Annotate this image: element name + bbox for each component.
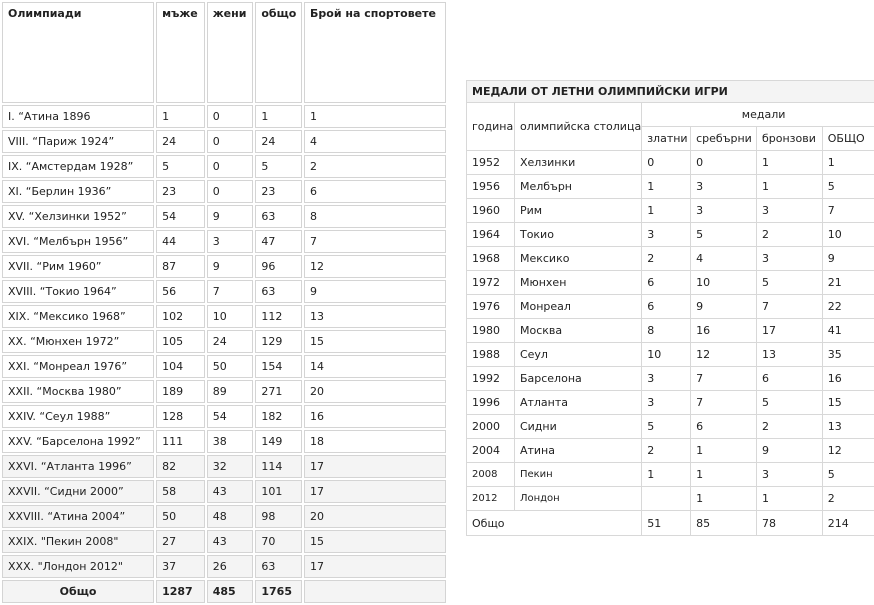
gold-count: 2 <box>642 247 691 271</box>
medal-total: 9 <box>823 247 874 271</box>
gold-count: 10 <box>642 343 691 367</box>
total-count: 63 <box>255 205 302 228</box>
total-count: 63 <box>255 280 302 303</box>
olympiad-name: XXVIII. “Атина 2004” <box>2 505 154 528</box>
medal-city: Пекин <box>515 463 642 487</box>
medals-table-title: МЕДАЛИ ОТ ЛЕТНИ ОЛИМПИЙСКИ ИГРИ <box>467 81 874 103</box>
men-count: 24 <box>156 130 205 153</box>
bronze-count: 6 <box>757 367 823 391</box>
header-women: жени <box>207 2 254 103</box>
olympiad-name: XXX. "Лондон 2012" <box>2 555 154 578</box>
medals-header-row <box>467 103 874 127</box>
silver-count: 3 <box>691 199 757 223</box>
gold-count: 2 <box>642 439 691 463</box>
medal-total: 13 <box>823 415 874 439</box>
table-row <box>467 367 874 391</box>
table-row <box>2 280 446 303</box>
bronze-count: 2 <box>757 223 823 247</box>
table-row <box>2 355 446 378</box>
header-men: мъже <box>156 2 205 103</box>
women-count: 38 <box>207 430 254 453</box>
total-count: 271 <box>255 380 302 403</box>
bronze-count: 13 <box>757 343 823 367</box>
silver-count: 7 <box>691 367 757 391</box>
table-row <box>2 180 446 203</box>
medal-total: 22 <box>823 295 874 319</box>
men-count: 44 <box>156 230 205 253</box>
olympiad-name: XXI. “Монреал 1976” <box>2 355 154 378</box>
silver-count: 1 <box>691 487 757 511</box>
sports-count: 14 <box>304 355 446 378</box>
olympiad-name: IX. “Амстердам 1928” <box>2 155 154 178</box>
olympiad-name: XX. “Мюнхен 1972” <box>2 330 154 353</box>
medal-year: 2000 <box>467 415 515 439</box>
total-count: 101 <box>255 480 302 503</box>
gold-count: 8 <box>642 319 691 343</box>
men-count: 87 <box>156 255 205 278</box>
table-row <box>2 330 446 353</box>
medal-city: Токио <box>515 223 642 247</box>
gold-count <box>642 487 691 511</box>
bronze-count: 5 <box>757 391 823 415</box>
table-row <box>467 487 874 511</box>
gold-count: 1 <box>642 463 691 487</box>
silver-count: 7 <box>691 391 757 415</box>
sports-count: 17 <box>304 555 446 578</box>
medal-city: Рим <box>515 199 642 223</box>
medal-city: Атина <box>515 439 642 463</box>
medal-total: 41 <box>823 319 874 343</box>
bronze-count: 3 <box>757 463 823 487</box>
olympiad-name: VIII. “Париж 1924” <box>2 130 154 153</box>
total-count: 63 <box>255 555 302 578</box>
medals-table <box>466 80 874 536</box>
total-count: 149 <box>255 430 302 453</box>
medal-city: Сидни <box>515 415 642 439</box>
table-row <box>2 455 446 478</box>
men-count: 56 <box>156 280 205 303</box>
sports-count: 8 <box>304 205 446 228</box>
women-count: 0 <box>207 130 254 153</box>
sports-count: 6 <box>304 180 446 203</box>
table-row <box>467 271 874 295</box>
men-count: 50 <box>156 505 205 528</box>
silver-count: 6 <box>691 415 757 439</box>
medal-year: 1952 <box>467 151 515 175</box>
total-count: 24 <box>255 130 302 153</box>
table-row <box>2 505 446 528</box>
men-count: 27 <box>156 530 205 553</box>
total-count: 129 <box>255 330 302 353</box>
table-row <box>467 223 874 247</box>
gold-count: 5 <box>642 415 691 439</box>
medal-year: 1996 <box>467 391 515 415</box>
medal-year: 2012 <box>467 487 515 511</box>
medal-city: Монреал <box>515 295 642 319</box>
gold-count: 6 <box>642 271 691 295</box>
bronze-count: 1 <box>757 487 823 511</box>
women-count: 0 <box>207 105 254 128</box>
men-count: 104 <box>156 355 205 378</box>
olympiad-name: XXVI. “Атланта 1996” <box>2 455 154 478</box>
table-row <box>467 199 874 223</box>
table-row <box>467 295 874 319</box>
men-count: 1 <box>156 105 205 128</box>
women-count: 0 <box>207 155 254 178</box>
olympiad-name: XI. “Берлин 1936” <box>2 180 154 203</box>
table-row <box>2 130 446 153</box>
women-count: 89 <box>207 380 254 403</box>
gold-count: 1 <box>642 175 691 199</box>
medals-grand-total: 214 <box>823 511 874 536</box>
men-count: 105 <box>156 330 205 353</box>
men-count: 82 <box>156 455 205 478</box>
men-total: 1287 <box>156 580 205 603</box>
total-count: 114 <box>255 455 302 478</box>
men-count: 102 <box>156 305 205 328</box>
olympiad-name: XXIV. “Сеул 1988” <box>2 405 154 428</box>
men-count: 189 <box>156 380 205 403</box>
olympiad-name: I. “Атина 1896 <box>2 105 154 128</box>
medal-year: 1980 <box>467 319 515 343</box>
men-count: 37 <box>156 555 205 578</box>
header-total: общо <box>255 2 302 103</box>
medal-city: Хелзинки <box>515 151 642 175</box>
table-row <box>2 155 446 178</box>
gold-count: 3 <box>642 367 691 391</box>
olympiad-name: XVI. “Мелбърн 1956” <box>2 230 154 253</box>
medal-year: 1964 <box>467 223 515 247</box>
medal-city: Лондон <box>515 487 642 511</box>
total-count: 96 <box>255 255 302 278</box>
grand-total: 1765 <box>255 580 302 603</box>
olympiad-name: XXVII. “Сидни 2000” <box>2 480 154 503</box>
table-row <box>467 391 874 415</box>
women-count: 26 <box>207 555 254 578</box>
medal-year: 2008 <box>467 463 515 487</box>
table-row <box>2 380 446 403</box>
bronze-count: 3 <box>757 199 823 223</box>
silver-count: 9 <box>691 295 757 319</box>
table-row <box>2 405 446 428</box>
medal-city: Мелбърн <box>515 175 642 199</box>
silver-count: 16 <box>691 319 757 343</box>
silver-total: 85 <box>691 511 757 536</box>
header-gold: златни <box>642 127 691 151</box>
table-row <box>2 205 446 228</box>
sports-total <box>304 580 446 603</box>
sports-count: 16 <box>304 405 446 428</box>
gold-count: 6 <box>642 295 691 319</box>
sports-count: 1 <box>304 105 446 128</box>
medal-total: 7 <box>823 199 874 223</box>
women-count: 50 <box>207 355 254 378</box>
silver-count: 0 <box>691 151 757 175</box>
medal-total: 15 <box>823 391 874 415</box>
medal-city: Мексико <box>515 247 642 271</box>
silver-count: 5 <box>691 223 757 247</box>
women-count: 3 <box>207 230 254 253</box>
medal-year: 1956 <box>467 175 515 199</box>
men-count: 54 <box>156 205 205 228</box>
header-sports-count: Брой на спортовете <box>304 2 446 103</box>
sports-count: 7 <box>304 230 446 253</box>
gold-count: 3 <box>642 223 691 247</box>
medal-city: Атланта <box>515 391 642 415</box>
table-row <box>2 305 446 328</box>
table-row <box>467 151 874 175</box>
women-count: 48 <box>207 505 254 528</box>
silver-count: 3 <box>691 175 757 199</box>
total-count: 182 <box>255 405 302 428</box>
medal-year: 1960 <box>467 199 515 223</box>
bronze-count: 9 <box>757 439 823 463</box>
sports-count: 13 <box>304 305 446 328</box>
table-row <box>2 230 446 253</box>
total-count: 23 <box>255 180 302 203</box>
medal-year: 1972 <box>467 271 515 295</box>
olympiad-name: XVII. “Рим 1960” <box>2 255 154 278</box>
gold-count: 3 <box>642 391 691 415</box>
bronze-count: 3 <box>757 247 823 271</box>
sports-count: 4 <box>304 130 446 153</box>
total-count: 154 <box>255 355 302 378</box>
medal-year: 1968 <box>467 247 515 271</box>
table-row <box>2 430 446 453</box>
women-count: 9 <box>207 205 254 228</box>
women-count: 10 <box>207 305 254 328</box>
women-total: 485 <box>207 580 254 603</box>
silver-count: 12 <box>691 343 757 367</box>
medal-total: 5 <box>823 463 874 487</box>
silver-count: 10 <box>691 271 757 295</box>
sports-count: 18 <box>304 430 446 453</box>
men-count: 111 <box>156 430 205 453</box>
header-medals: медали <box>642 103 874 127</box>
bronze-count: 5 <box>757 271 823 295</box>
olympiad-name: XXV. “Барселона 1992” <box>2 430 154 453</box>
table-row <box>2 255 446 278</box>
olympiad-name: XXIX. "Пекин 2008" <box>2 530 154 553</box>
sports-count: 9 <box>304 280 446 303</box>
medal-total: 21 <box>823 271 874 295</box>
olympiad-name: XXII. “Москва 1980” <box>2 380 154 403</box>
total-count: 1 <box>255 105 302 128</box>
sports-count: 12 <box>304 255 446 278</box>
sports-count: 15 <box>304 530 446 553</box>
table-row <box>2 530 446 553</box>
olympiad-name: XV. “Хелзинки 1952” <box>2 205 154 228</box>
men-count: 23 <box>156 180 205 203</box>
medals-total-row <box>467 511 874 536</box>
men-count: 128 <box>156 405 205 428</box>
header-city: олимпийска столица <box>515 103 642 151</box>
medal-year: 1988 <box>467 343 515 367</box>
gold-count: 1 <box>642 199 691 223</box>
table-row <box>467 463 874 487</box>
table-row <box>467 343 874 367</box>
table-row <box>2 555 446 578</box>
sports-count: 2 <box>304 155 446 178</box>
medal-city: Москва <box>515 319 642 343</box>
total-count: 5 <box>255 155 302 178</box>
bronze-total: 78 <box>757 511 823 536</box>
medals-title-row <box>467 81 874 103</box>
medal-total: 35 <box>823 343 874 367</box>
olympiad-name: XVIII. “Токио 1964” <box>2 280 154 303</box>
total-count: 47 <box>255 230 302 253</box>
bronze-count: 7 <box>757 295 823 319</box>
bronze-count: 2 <box>757 415 823 439</box>
women-count: 32 <box>207 455 254 478</box>
women-count: 0 <box>207 180 254 203</box>
women-count: 54 <box>207 405 254 428</box>
bronze-count: 1 <box>757 151 823 175</box>
men-count: 5 <box>156 155 205 178</box>
table-row <box>2 480 446 503</box>
gold-total: 51 <box>642 511 691 536</box>
header-year: година <box>467 103 515 151</box>
silver-count: 1 <box>691 463 757 487</box>
header-bronze: бронзови <box>757 127 823 151</box>
medals-total-label: Общо <box>467 511 642 536</box>
total-row <box>2 580 446 603</box>
total-label: Общо <box>2 580 154 603</box>
sports-count: 17 <box>304 455 446 478</box>
women-count: 43 <box>207 530 254 553</box>
women-count: 9 <box>207 255 254 278</box>
medal-city: Сеул <box>515 343 642 367</box>
bronze-count: 1 <box>757 175 823 199</box>
medal-year: 1992 <box>467 367 515 391</box>
total-count: 112 <box>255 305 302 328</box>
medal-total: 12 <box>823 439 874 463</box>
table-row <box>2 105 446 128</box>
table-row <box>467 247 874 271</box>
medal-city: Барселона <box>515 367 642 391</box>
medal-total: 2 <box>823 487 874 511</box>
women-count: 43 <box>207 480 254 503</box>
total-count: 70 <box>255 530 302 553</box>
medal-total: 10 <box>823 223 874 247</box>
medal-total: 1 <box>823 151 874 175</box>
silver-count: 4 <box>691 247 757 271</box>
medal-year: 1976 <box>467 295 515 319</box>
sports-count: 20 <box>304 380 446 403</box>
medal-total: 16 <box>823 367 874 391</box>
olympiad-name: XIX. “Мексико 1968” <box>2 305 154 328</box>
medal-total: 5 <box>823 175 874 199</box>
header-silver: сребърни <box>691 127 757 151</box>
gold-count: 0 <box>642 151 691 175</box>
women-count: 7 <box>207 280 254 303</box>
sports-count: 15 <box>304 330 446 353</box>
women-count: 24 <box>207 330 254 353</box>
sports-count: 17 <box>304 480 446 503</box>
total-count: 98 <box>255 505 302 528</box>
sports-count: 20 <box>304 505 446 528</box>
medal-city: Мюнхен <box>515 271 642 295</box>
men-count: 58 <box>156 480 205 503</box>
silver-count: 1 <box>691 439 757 463</box>
medal-year: 2004 <box>467 439 515 463</box>
table-row <box>467 319 874 343</box>
header-olympiad: Олимпиади <box>2 2 154 103</box>
participants-header-row <box>2 2 446 103</box>
bronze-count: 17 <box>757 319 823 343</box>
table-row <box>467 439 874 463</box>
header-medals-total: ОБЩО <box>823 127 874 151</box>
table-row <box>467 415 874 439</box>
table-row <box>467 175 874 199</box>
